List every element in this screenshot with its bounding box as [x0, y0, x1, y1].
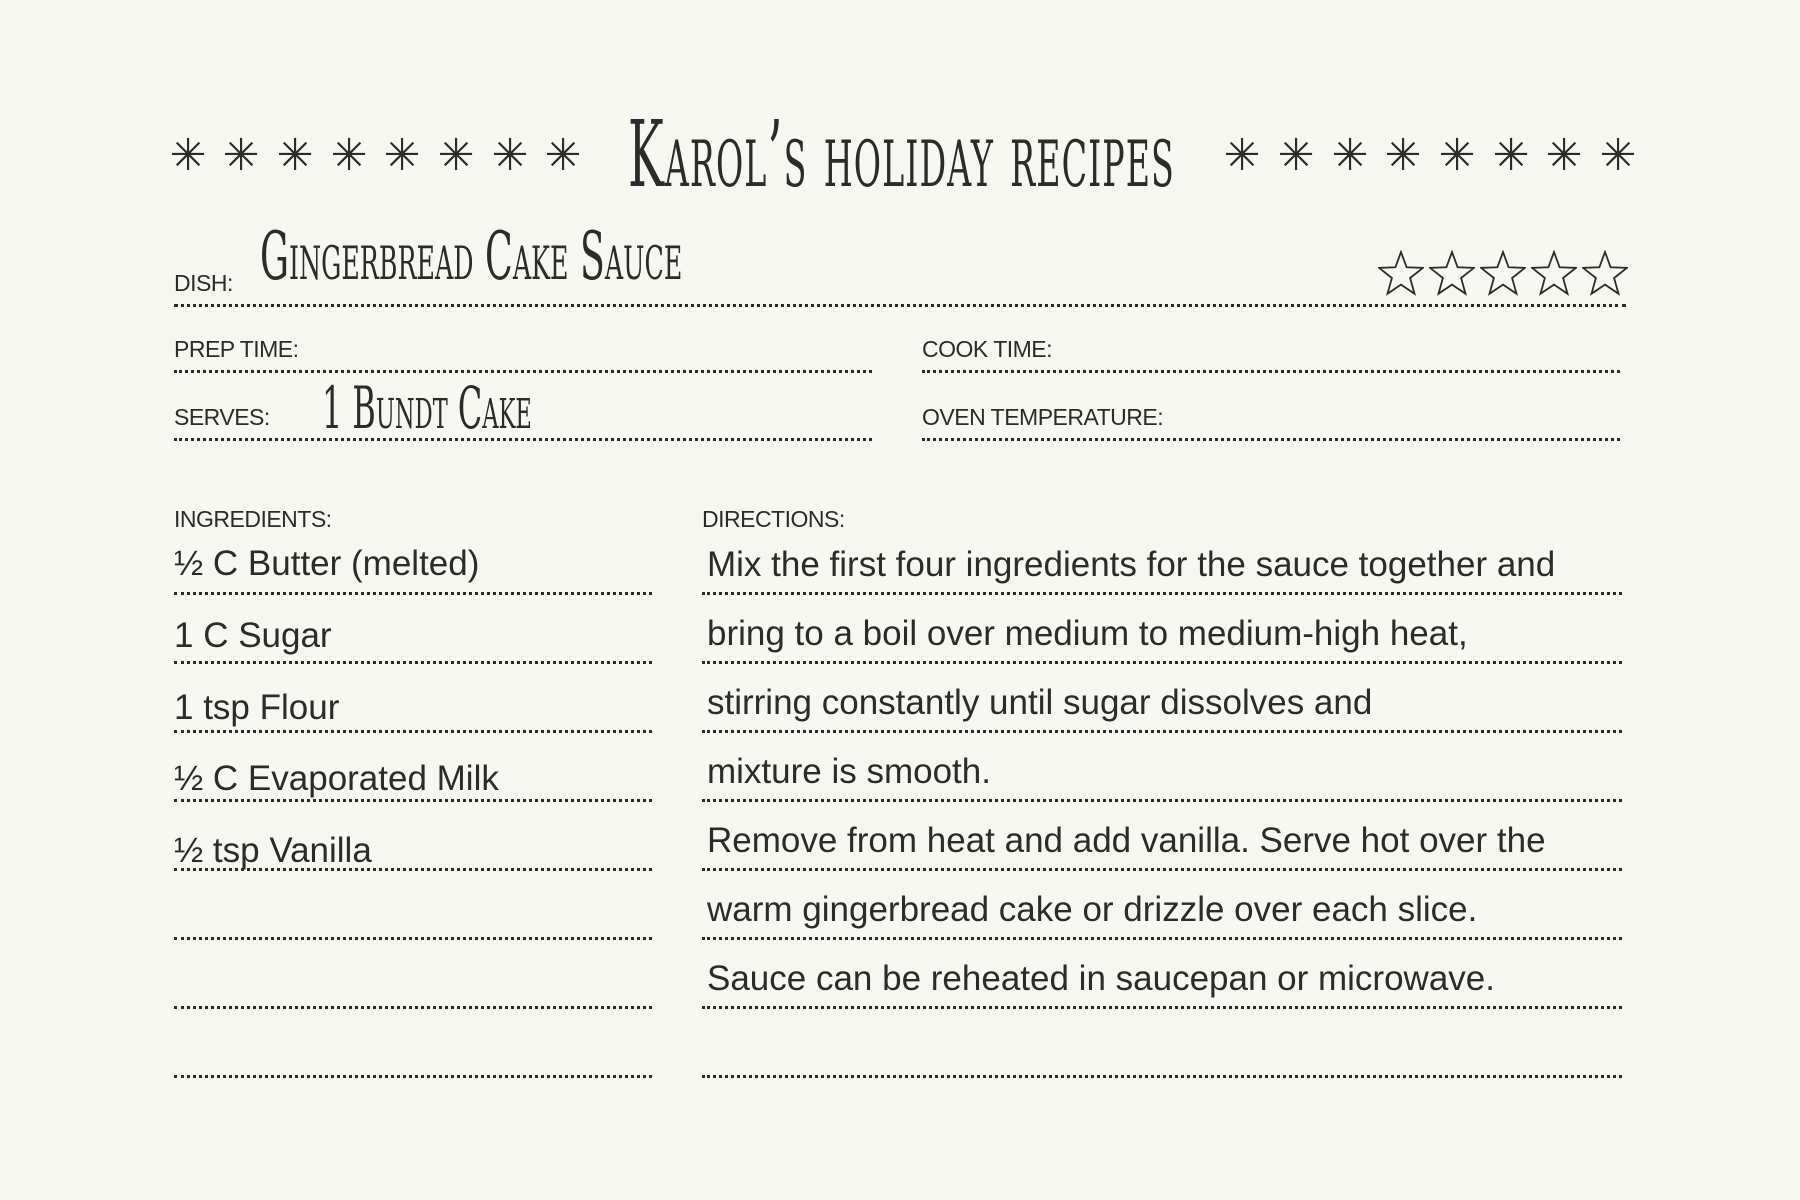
asterisk-ornament-icon: ✳	[169, 130, 207, 181]
oven-temperature-field[interactable]	[922, 438, 1620, 441]
direction-line: mixture is smooth.	[707, 752, 991, 791]
directions-label: DIRECTIONS:	[702, 506, 845, 532]
star-outline-icon[interactable]	[1480, 250, 1526, 296]
ingredient-rule	[174, 730, 652, 733]
dish-value: Gingerbread Cake Sauce	[260, 218, 683, 295]
star-outline-icon[interactable]	[1378, 250, 1424, 296]
prep-time-field[interactable]	[174, 370, 872, 373]
ingredient-rule	[174, 937, 652, 940]
direction-line: stirring constantly until sugar dissolves and	[707, 683, 1373, 722]
asterisk-ornament-icon: ✳	[276, 130, 314, 181]
asterisk-ornament-icon: ✳	[1438, 130, 1476, 181]
ingredient-rule	[174, 868, 652, 871]
asterisk-ornament-icon: ✳	[1331, 130, 1369, 181]
direction-rule	[702, 799, 1622, 802]
serves-value: 1 Bundt Cake	[322, 374, 532, 442]
asterisk-ornament-icon: ✳	[1277, 130, 1315, 181]
asterisk-ornament-icon: ✳	[330, 130, 368, 181]
asterisk-ornament-icon: ✳	[544, 130, 582, 181]
ingredient-item: ½ tsp Vanilla	[174, 831, 372, 870]
ingredient-item: 1 tsp Flour	[174, 688, 340, 727]
direction-rule	[702, 661, 1622, 664]
asterisk-ornament-icon: ✳	[1223, 130, 1261, 181]
direction-line: Remove from heat and add vanilla. Serve hot over the	[707, 821, 1546, 860]
direction-rule	[702, 1006, 1622, 1009]
ingredient-rule	[174, 799, 652, 802]
direction-line: warm gingerbread cake or drizzle over each slice.	[707, 890, 1478, 929]
direction-line: Mix the first four ingredients for the sauce together and	[707, 545, 1556, 584]
asterisk-ornament-icon: ✳	[1545, 130, 1583, 181]
direction-rule	[702, 592, 1622, 595]
direction-rule	[702, 937, 1622, 940]
asterisk-ornament-icon: ✳	[1492, 130, 1530, 181]
asterisk-ornament-icon: ✳	[383, 130, 421, 181]
direction-rule	[702, 1075, 1622, 1078]
direction-line: bring to a boil over medium to medium-high heat,	[707, 614, 1468, 653]
asterisk-ornament-icon: ✳	[1384, 130, 1422, 181]
asterisk-ornament-icon: ✳	[437, 130, 475, 181]
ingredient-rule	[174, 661, 652, 664]
ingredient-item: ½ C Evaporated Milk	[174, 759, 499, 798]
cook-time-field[interactable]	[922, 370, 1620, 373]
oven-temperature-label: OVEN TEMPERATURE:	[922, 404, 1164, 430]
ingredient-rule	[174, 1006, 652, 1009]
asterisk-ornament-icon: ✳	[491, 130, 529, 181]
recipe-book-title: Karol’s holiday recipes	[628, 101, 1175, 208]
prep-time-label: PREP TIME:	[174, 336, 299, 362]
ingredient-rule	[174, 1075, 652, 1078]
direction-rule	[702, 868, 1622, 871]
ingredients-label: INGREDIENTS:	[174, 506, 332, 532]
direction-rule	[702, 730, 1622, 733]
star-outline-icon[interactable]	[1429, 250, 1475, 296]
dish-rule	[174, 304, 1626, 307]
cook-time-label: COOK TIME:	[922, 336, 1053, 362]
direction-line: Sauce can be reheated in saucepan or microwave.	[707, 959, 1495, 998]
star-outline-icon[interactable]	[1582, 250, 1628, 296]
asterisk-ornament-icon: ✳	[222, 130, 260, 181]
ingredient-rule	[174, 592, 652, 595]
ingredient-item: ½ C Butter (melted)	[174, 544, 480, 583]
star-outline-icon[interactable]	[1531, 250, 1577, 296]
serves-rule	[174, 438, 872, 441]
serves-label: SERVES:	[174, 404, 270, 430]
recipe-card-header	[0, 100, 1800, 210]
asterisk-ornament-icon: ✳	[1599, 130, 1637, 181]
dish-label: DISH:	[174, 270, 233, 296]
ingredient-item: 1 C Sugar	[174, 616, 332, 655]
